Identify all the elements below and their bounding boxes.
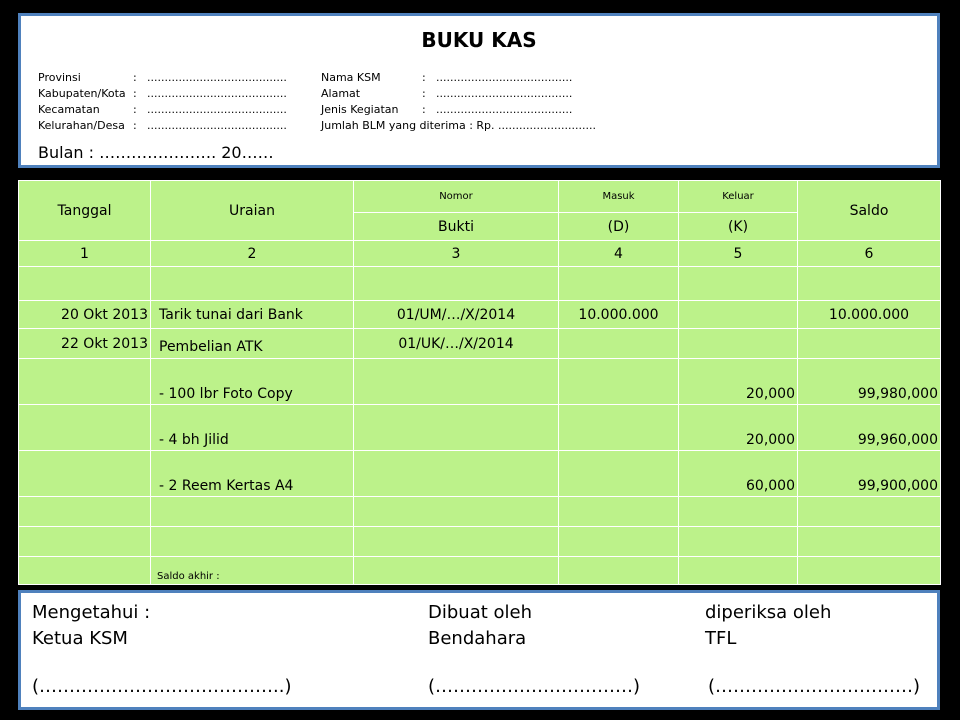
ketua-ksm-label: Ketua KSM [32, 628, 128, 649]
header-keluar-sub: (K) [679, 213, 798, 241]
cell-saldo[interactable] [798, 527, 941, 557]
cell-masuk[interactable] [559, 329, 679, 359]
cell-uraian[interactable]: Tarik tunai dari Bank [151, 301, 354, 329]
header-panel [18, 13, 940, 168]
field-alamat: Alamat : ....................................... [321, 87, 573, 100]
cell-masuk[interactable] [559, 451, 679, 497]
field-nama-ksm: Nama KSM : ....................................... [321, 71, 573, 84]
cell-saldo[interactable]: 99,960,000 [798, 405, 941, 451]
saldo-akhir-row [19, 557, 941, 585]
field-jumlah-blm[interactable]: Jumlah BLM yang diterima : Rp. ............................ [321, 119, 596, 132]
field-kecamatan: Kecamatan : ........................................ [38, 103, 287, 116]
cell-saldo[interactable]: 10.000.000 [798, 301, 941, 329]
cell-tanggal[interactable] [19, 405, 151, 451]
cell-uraian[interactable] [151, 497, 354, 527]
saldo-akhir-label: Saldo akhir : [151, 557, 354, 585]
field-kelurahan: Kelurahan/Desa : ........................................ [38, 119, 287, 132]
field-nama-ksm-value[interactable]: ....................................... [436, 71, 573, 84]
column-number-row [19, 241, 941, 267]
cell-uraian[interactable]: - 4 bh Jilid [151, 405, 354, 451]
cell-uraian[interactable] [151, 267, 354, 301]
cell-bukti[interactable]: 01/UM/…/X/2014 [354, 301, 559, 329]
cell-uraian[interactable]: - 100 lbr Foto Copy [151, 359, 354, 405]
cell-uraian[interactable]: - 2 Reem Kertas A4 [151, 451, 354, 497]
header-bukti: Bukti [354, 213, 559, 241]
cell-saldo[interactable]: 99,980,000 [798, 359, 941, 405]
header-masuk-sub: (D) [559, 213, 679, 241]
field-kelurahan-value[interactable]: ........................................ [147, 119, 287, 132]
col-number: 5 [679, 241, 798, 267]
cell-tanggal[interactable] [19, 359, 151, 405]
cell-bukti[interactable] [354, 527, 559, 557]
col-number: 3 [354, 241, 559, 267]
cell-saldo[interactable] [798, 329, 941, 359]
field-alamat-value[interactable]: ....................................... [436, 87, 573, 100]
header-keluar: Keluar [679, 181, 798, 213]
header-uraian: Uraian [151, 181, 354, 241]
table-row [19, 527, 941, 557]
cell-tanggal[interactable] [19, 557, 151, 585]
cell-keluar[interactable]: 60,000 [679, 451, 798, 497]
cell-tanggal[interactable] [19, 527, 151, 557]
cell-tanggal[interactable] [19, 267, 151, 301]
signature-tfl[interactable]: (……………………………) [708, 676, 921, 697]
cell-bukti[interactable] [354, 497, 559, 527]
cell-keluar[interactable]: 20,000 [679, 359, 798, 405]
cell-masuk[interactable] [559, 405, 679, 451]
field-provinsi: Provinsi : ........................................ [38, 71, 287, 84]
signature-bendahara[interactable]: (……………………………) [428, 676, 641, 697]
field-kecamatan-value[interactable]: ........................................ [147, 103, 287, 116]
signature-ketua[interactable]: (…………………………………..) [32, 676, 292, 697]
header-masuk: Masuk [559, 181, 679, 213]
tfl-label: TFL [705, 628, 737, 649]
cell-masuk[interactable] [559, 497, 679, 527]
table-row [19, 451, 941, 497]
bulan-line[interactable]: Bulan : …………………. 20…… [38, 143, 274, 162]
table-row [19, 405, 941, 451]
cell-masuk[interactable] [559, 557, 679, 585]
cell-masuk[interactable] [559, 267, 679, 301]
field-kabupaten: Kabupaten/Kota : ........................................ [38, 87, 287, 100]
table-row [19, 497, 941, 527]
table-header-row-1 [19, 181, 941, 213]
cell-saldo[interactable] [798, 557, 941, 585]
table-row [19, 301, 941, 329]
cell-keluar[interactable]: 20,000 [679, 405, 798, 451]
mengetahui-label: Mengetahui : [32, 602, 151, 623]
cell-masuk[interactable] [559, 359, 679, 405]
cell-bukti[interactable] [354, 451, 559, 497]
cell-keluar[interactable] [679, 557, 798, 585]
cell-bukti[interactable] [354, 267, 559, 301]
cell-bukti[interactable] [354, 359, 559, 405]
cell-masuk[interactable]: 10.000.000 [559, 301, 679, 329]
field-kabupaten-value[interactable]: ........................................ [147, 87, 287, 100]
header-tanggal: Tanggal [19, 181, 151, 241]
page-title: BUKU KAS [421, 28, 537, 52]
header-nomor: Nomor [354, 181, 559, 213]
cell-bukti[interactable]: 01/UK/…/X/2014 [354, 329, 559, 359]
header-saldo: Saldo [798, 181, 941, 241]
col-number: 4 [559, 241, 679, 267]
cell-tanggal[interactable] [19, 497, 151, 527]
dibuat-oleh-label: Dibuat oleh [428, 602, 533, 623]
field-jenis-kegiatan: Jenis Kegiatan : ....................................... [321, 103, 573, 116]
col-number: 6 [798, 241, 941, 267]
cell-bukti[interactable] [354, 405, 559, 451]
cell-tanggal[interactable] [19, 451, 151, 497]
cell-saldo[interactable] [798, 497, 941, 527]
col-number: 2 [151, 241, 354, 267]
table-row [19, 267, 941, 301]
cell-uraian[interactable]: Pembelian ATK [151, 329, 354, 359]
table-row [19, 359, 941, 405]
cell-keluar[interactable] [679, 267, 798, 301]
signature-panel [18, 590, 940, 710]
cell-uraian[interactable] [151, 527, 354, 557]
field-provinsi-value[interactable]: ........................................ [147, 71, 287, 84]
cash-book-table [18, 180, 941, 585]
cell-saldo[interactable] [798, 267, 941, 301]
field-jenis-kegiatan-value[interactable]: ....................................... [436, 103, 573, 116]
cell-tanggal[interactable]: 22 Okt 2013 [19, 329, 151, 359]
diperiksa-oleh-label: diperiksa oleh [705, 602, 832, 623]
cell-keluar[interactable] [679, 329, 798, 359]
cell-tanggal[interactable]: 20 Okt 2013 [19, 301, 151, 329]
cell-masuk[interactable] [559, 527, 679, 557]
bendahara-label: Bendahara [428, 628, 527, 649]
cell-keluar[interactable] [679, 497, 798, 527]
cell-keluar[interactable] [679, 301, 798, 329]
cell-bukti[interactable] [354, 557, 559, 585]
cell-keluar[interactable] [679, 527, 798, 557]
cell-saldo[interactable]: 99,900,000 [798, 451, 941, 497]
col-number: 1 [19, 241, 151, 267]
table-row [19, 329, 941, 359]
